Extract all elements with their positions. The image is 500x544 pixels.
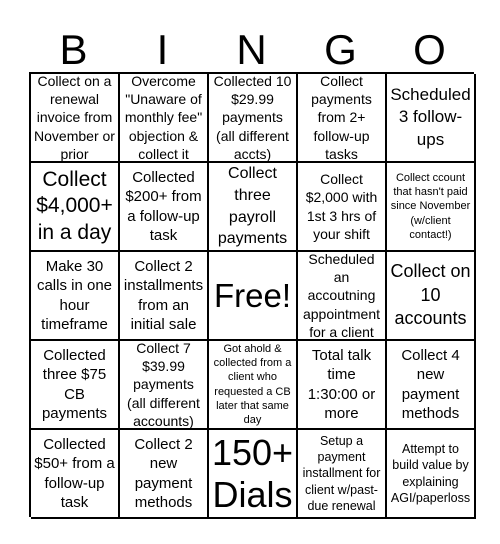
bingo-cell-r4c2[interactable]: Collect 7 $39.99 payments (all different accounts) [120,341,209,430]
bingo-cell-r2c5[interactable]: Collect ccount that hasn't paid since November (w/client contact!) [387,163,476,252]
header-letter-i: I [156,26,169,73]
header-letter-n: N [236,26,267,73]
bingo-cell-r3c1[interactable]: Make 30 calls in one hour timeframe [31,252,120,341]
bingo-cell-r1c4[interactable]: Collect payments from 2+ follow-up tasks [298,74,387,163]
bingo-cell-r3c2[interactable]: Collect 2 installments from an initial sale [120,252,209,341]
bingo-cell-r2c1[interactable]: Collect $4,000+ in a day [31,163,120,252]
bingo-cell-r1c2[interactable]: Overcome "Unaware of monthly fee" objection & collect it [120,74,209,163]
bingo-cell-r2c2[interactable]: Collected $200+ from a follow-up task [120,163,209,252]
bingo-cell-r4c1[interactable]: Collected three $75 CB payments [31,341,120,430]
bingo-header [29,28,474,72]
bingo-cell-r2c3[interactable]: Collect three payroll payments [209,163,298,252]
bingo-cell-r4c3[interactable]: Got ahold & collected from a client who requested a CB later that same day [209,341,298,430]
bingo-cell-r5c1[interactable]: Collected $50+ from a follow-up task [31,430,120,519]
bingo-cell-r3c4[interactable]: Scheduled an accoutning appointment for a client [298,252,387,341]
bingo-cell-r4c5[interactable]: Collect 4 new payment methods [387,341,476,430]
bingo-cell-r5c3[interactable]: 150+ Dials [209,430,298,519]
bingo-cell-r4c4[interactable]: Total talk time 1:30:00 or more [298,341,387,430]
bingo-cell-r1c5[interactable]: Scheduled 3 follow-ups [387,74,476,163]
bingo-cell-r2c4[interactable]: Collect $2,000 with 1st 3 hrs of your shift [298,163,387,252]
bingo-card-grid [29,72,474,517]
bingo-cell-r5c2[interactable]: Collect 2 new payment methods [120,430,209,519]
header-letter-g: G [324,26,357,73]
bingo-cell-r1c3[interactable]: Collected 10 $29.99 payments (all different accts) [209,74,298,163]
header-letter-b: B [59,26,88,73]
bingo-cell-r5c5[interactable]: Attempt to build value by explaining AGI/paperloss [387,430,476,519]
bingo-cell-r1c1[interactable]: Collect on a renewal invoice from November or prior [31,74,120,163]
bingo-cell-r5c4[interactable]: Setup a payment installment for client w/past-due renewal [298,430,387,519]
bingo-cell-free[interactable]: Free! [209,252,298,341]
header-letter-o: O [413,26,446,73]
bingo-cell-r3c5[interactable]: Collect on 10 accounts [387,252,476,341]
